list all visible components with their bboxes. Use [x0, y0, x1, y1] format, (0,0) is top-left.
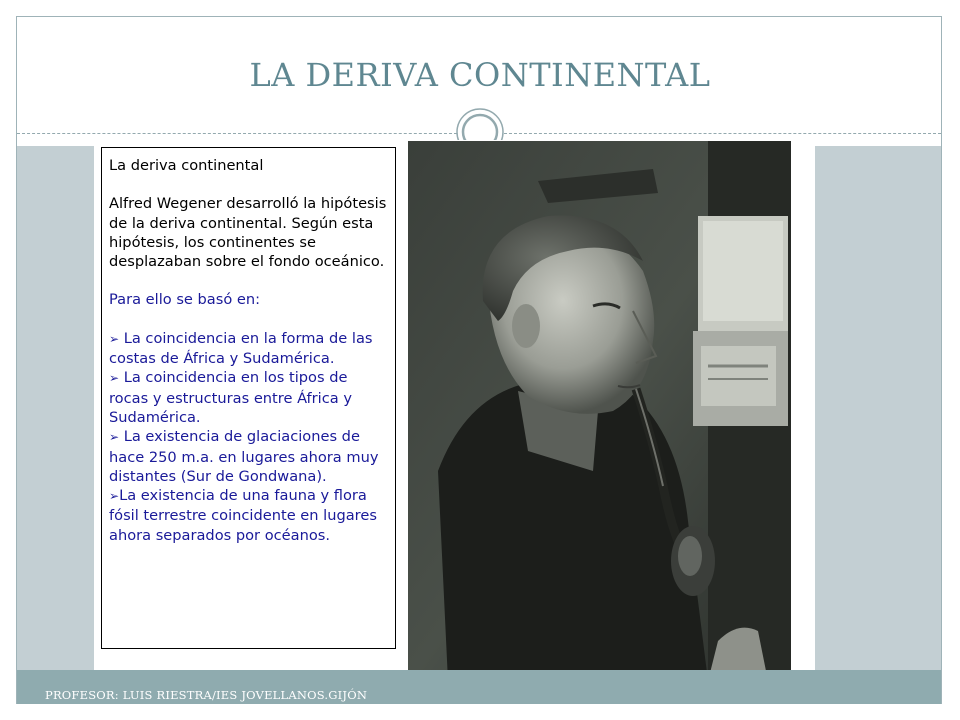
text-box-intro: Alfred Wegener desarrolló la hipótesis de la deriva continental. Según esta hipótesis, los continentes se desplazaban sobre el fondo oceánico.: [109, 195, 387, 271]
arrow-bullet-icon: ➢: [109, 331, 120, 346]
text-box-lead: Para ello se basó en:: [109, 291, 261, 309]
list-item: [109, 486, 388, 545]
slide-title: LA DERIVA CONTINENTAL: [249, 56, 711, 94]
portrait-photo: [408, 141, 791, 681]
portrait-photo-image: [408, 141, 791, 681]
list-item: [109, 427, 388, 486]
arrow-bullet-icon: ➢: [109, 430, 120, 445]
text-box: [101, 147, 396, 649]
list-item-text: La existencia de glaciaciones de hace 250 m.a. en lugares ahora muy distantes (Sur de Gondwana).: [109, 428, 379, 485]
arrow-bullet-icon: ➢: [109, 489, 120, 504]
list-item-text: La coincidencia en la forma de las costas de África y Sudamérica.: [109, 329, 373, 368]
title-divider-left: [17, 133, 457, 134]
list-item-text: La existencia de una fauna y flora fósil terrestre coincidente en lugares ahora separados por océanos.: [109, 487, 377, 544]
list-item: [109, 329, 388, 369]
footer-text: PROFESOR: LUIS RIESTRA/IES JOVELLANOS.GIJÓN: [45, 688, 368, 702]
title-divider-right: [504, 133, 941, 134]
text-box-heading: La deriva continental: [109, 157, 264, 174]
evidence-list: [109, 329, 388, 545]
arrow-bullet-icon: ➢: [109, 371, 120, 386]
list-item: [109, 368, 388, 427]
list-item-text: La coincidencia en los tipos de rocas y estructuras entre África y Sudamérica.: [109, 369, 352, 426]
